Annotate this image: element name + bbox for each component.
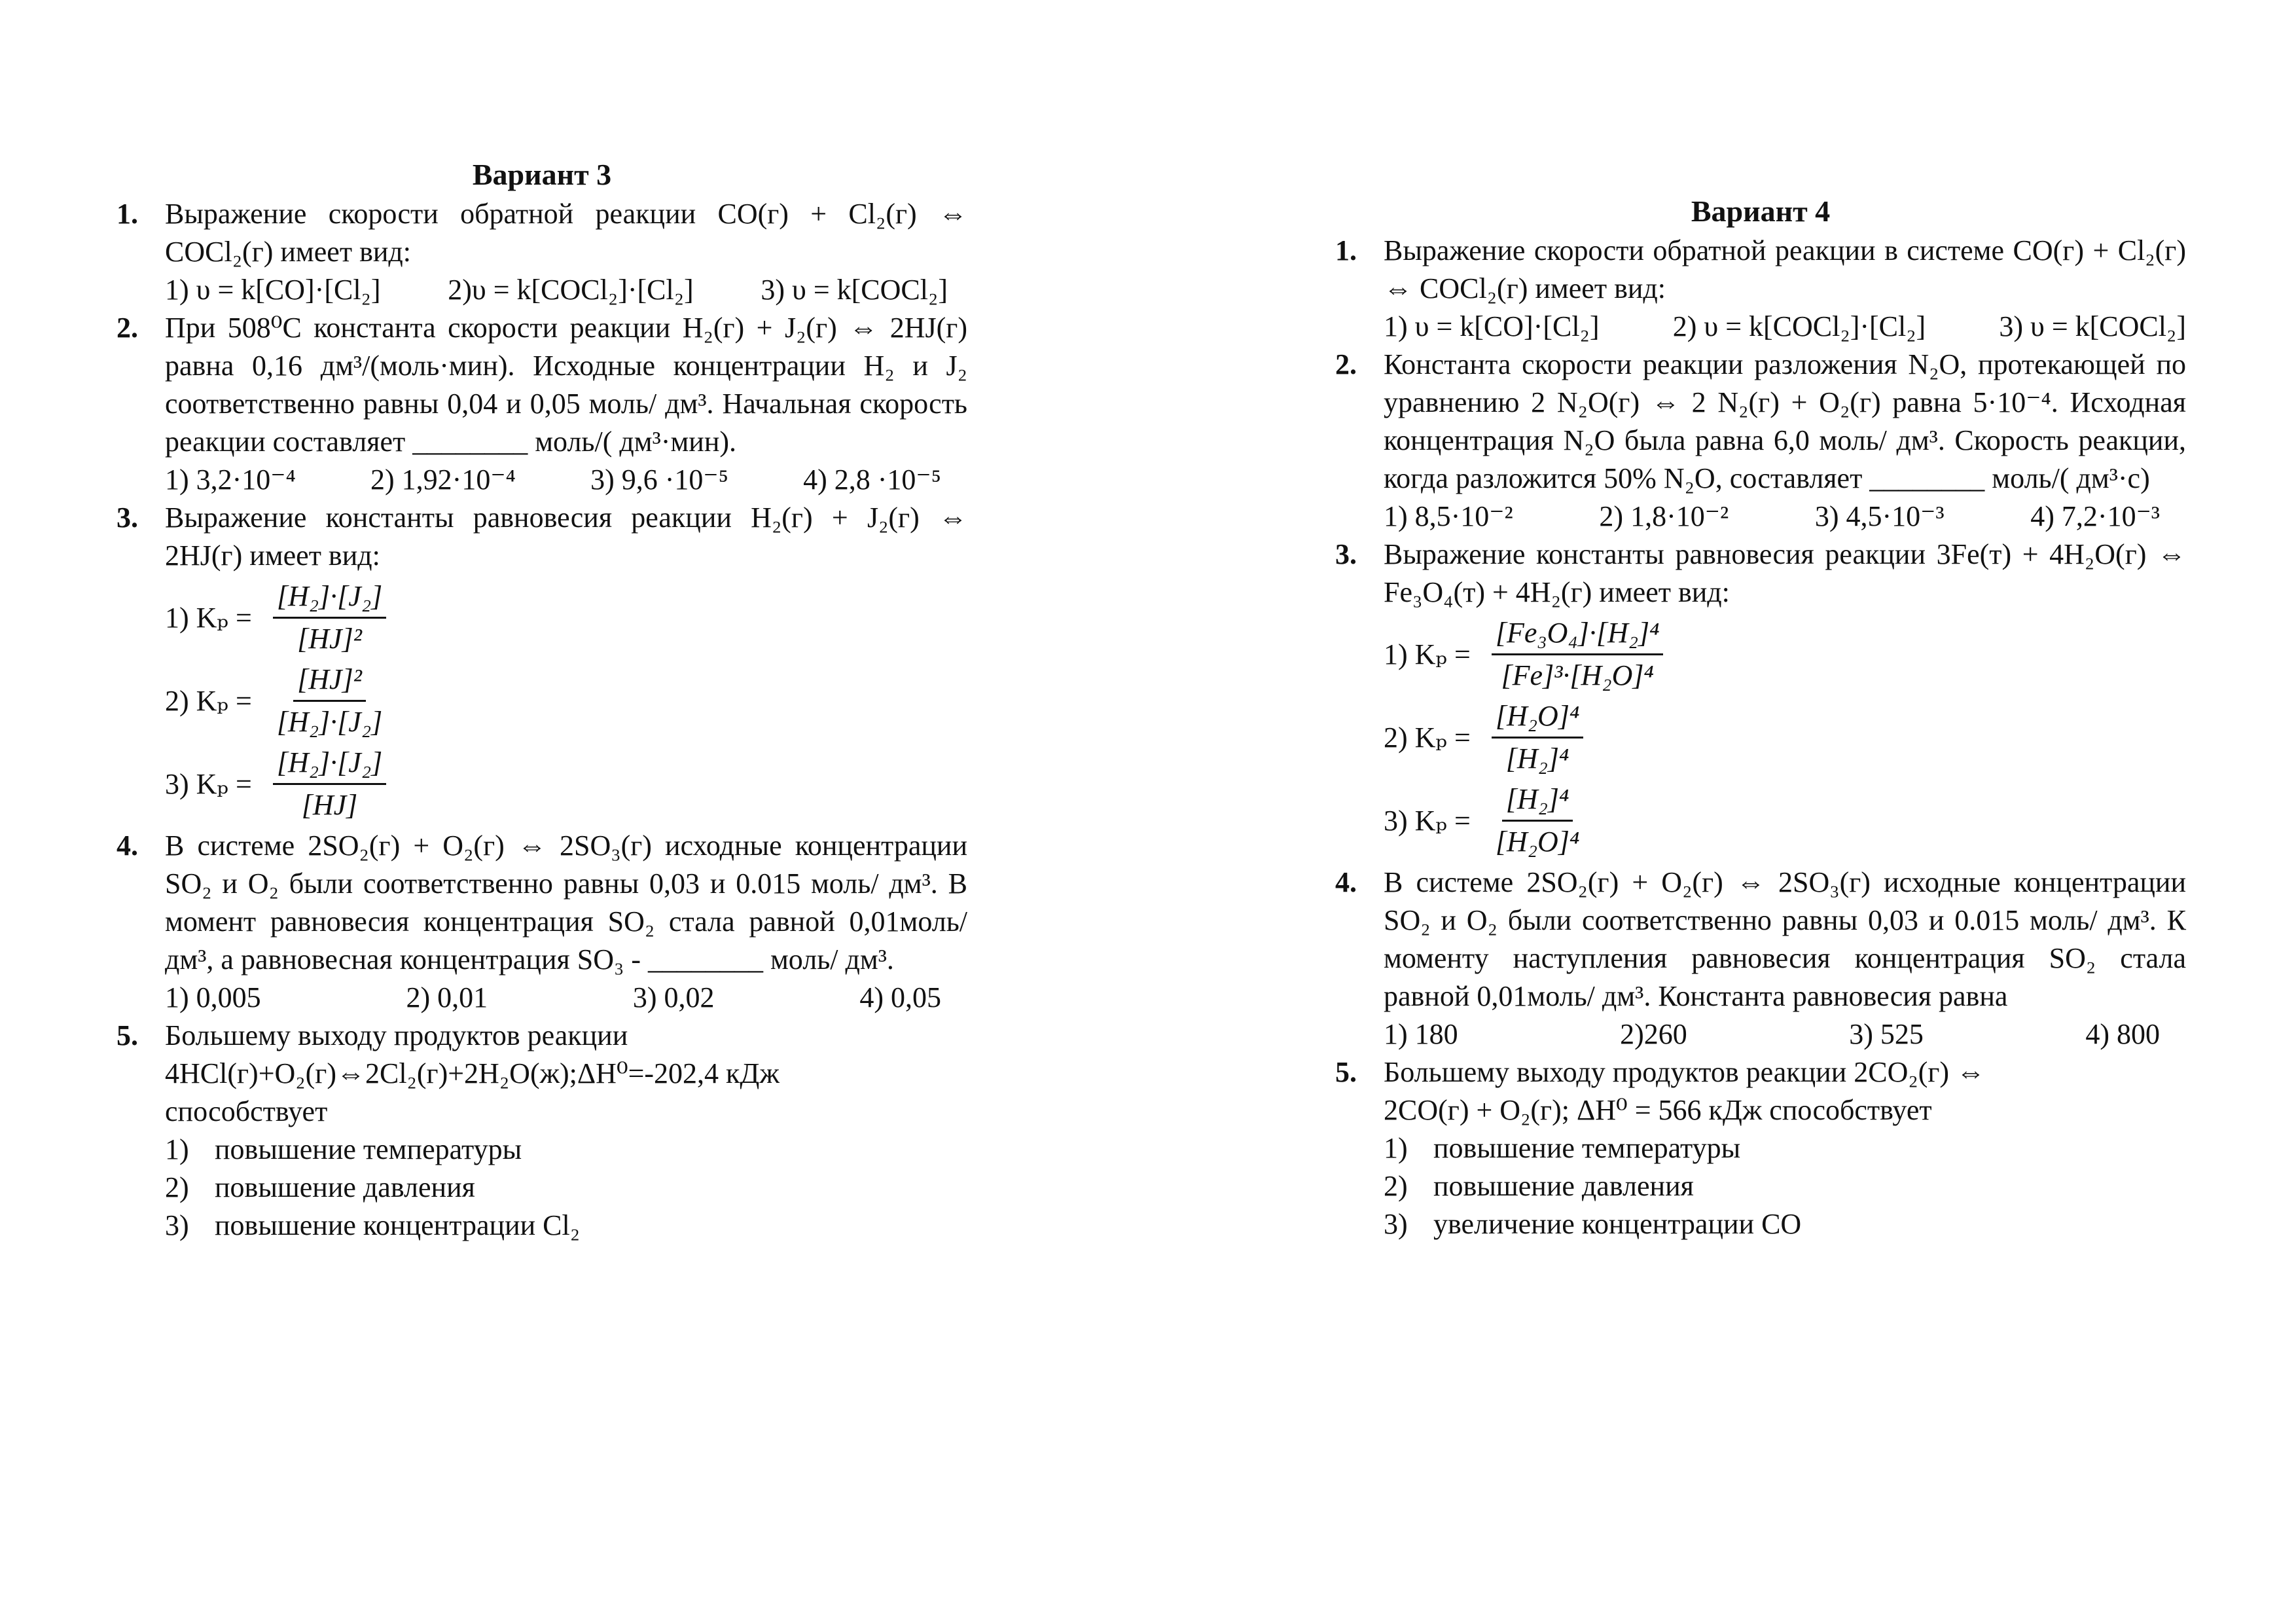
question-number: 4. (117, 830, 138, 862)
question-text: В системе 2SO₂(г) + O₂(г) ⇔ 2SO₃(г) исходные концентрации SO₂ и O₂ были соответственно равны 0,03 и 0.015 моль/ дм³. В момент равновесия концентрация SO₂ стала равной 0,01моль/ дм³, а равновесная концентрация SO₃ - ________ моль/ дм³. (165, 830, 967, 976)
reaction-equation: 4HCl(г)+O₂(г)⇔2Cl₂(г)+2H₂O(ж);ΔH⁰=-202,4 кДж (165, 1057, 780, 1089)
formula-option-1 (1384, 614, 2186, 695)
question-text: Константа скорости реакции разложения N₂O, протекающей по уравнению 2 N₂O(г) ⇔ 2 N₂(г) + O₂(г) равна 5·10⁻⁴. Исходная концентрация N₂O была равна 6,0 моль/ дм³. Скорость реакции, когда разложится 50% N₂O, составляет ________ моль/( дм³·с) (1384, 348, 2186, 494)
question-number: 3. (117, 501, 138, 534)
answer-options (1384, 308, 2186, 346)
list-item: 1) повышение температуры (165, 1133, 522, 1165)
option: 3) υ = k[COCl₂] (1999, 310, 2186, 342)
v4-question-5 (1335, 1053, 2186, 1243)
answer-options (165, 979, 967, 1017)
formula-label: 2) (165, 684, 189, 717)
option: 1) 8,5·10⁻² (1384, 500, 1513, 532)
option: 1) υ = k[CO]·[Cl₂] (1384, 310, 1600, 342)
formula-label: 3) (165, 767, 189, 800)
kp-symbol: Kₚ = (196, 767, 252, 800)
question-number: 3. (1335, 538, 1357, 570)
option: 4) 7,2·10⁻³ (2030, 500, 2160, 532)
option: 1) 0,005 (165, 981, 261, 1013)
formula-option-1 (165, 577, 967, 658)
fraction (1492, 614, 1664, 695)
denominator: [HJ]² (297, 623, 362, 655)
option: 3) 0,02 (632, 981, 715, 1013)
v4-question-2 (1335, 346, 2186, 536)
option: 3) 4,5·10⁻³ (1814, 500, 1945, 532)
numerator: [HJ]² (293, 661, 366, 702)
list-item: 1) повышение температуры (1384, 1132, 1741, 1164)
formula-option-3 (165, 744, 967, 824)
answer-options (1384, 1015, 2186, 1053)
option: 2)260 (1620, 1018, 1687, 1050)
kp-symbol: Kₚ = (1414, 638, 1471, 670)
denominator: [H₂O]⁴ (1495, 826, 1580, 858)
v3-question-3 (117, 499, 967, 827)
answer-options (1384, 498, 2186, 536)
formula-label: 1) (1384, 638, 1408, 670)
question-number: 5. (117, 1019, 138, 1051)
v4-question-1 (1335, 232, 2186, 346)
formula-option-2 (165, 661, 967, 741)
kp-symbol: Kₚ = (196, 684, 252, 717)
numerator: [H₂O]⁴ (1492, 697, 1583, 739)
formula-option-3 (1384, 780, 2186, 861)
v3-question-4 (117, 827, 967, 1017)
numerator: [H₂]·[J₂] (273, 577, 386, 619)
question-text: Большему выходу продуктов реакции (165, 1019, 628, 1051)
denominator: [H₂]⁴ (1505, 742, 1570, 775)
question-number: 5. (1335, 1056, 1357, 1088)
question-number: 2. (117, 312, 138, 344)
v3-question-1 (117, 195, 967, 309)
formula-label: 2) (1384, 721, 1408, 754)
kp-symbol: Kₚ = (1414, 804, 1471, 837)
option: 3) 525 (1849, 1018, 1924, 1050)
v4-question-3 (1335, 536, 2186, 864)
denominator: [H₂]·[J₂] (276, 706, 383, 738)
option: 4) 2,8 ·10⁻⁵ (803, 464, 941, 496)
fraction (1492, 780, 1583, 861)
fraction (273, 577, 386, 658)
question-number: 2. (1335, 348, 1357, 380)
list-item: 3) увеличение концентрации CO (1384, 1208, 1802, 1240)
formula-label: 1) (165, 601, 189, 634)
v3-question-5 (117, 1017, 967, 1245)
variant-4-title: Вариант 4 (1691, 194, 1831, 228)
numerator: [Fe₃O₄]·[H₂]⁴ (1492, 614, 1664, 655)
variant-3-column (117, 156, 967, 1245)
question-number: 4. (1335, 866, 1357, 898)
formula-option-2 (1384, 697, 2186, 778)
question-text: При 508⁰C константа скорости реакции H₂(г) + J₂(г) ⇔ 2HJ(г) равна 0,16 дм³/(моль·мин). Исходные концентрации H₂ и J₂ соответственно равны 0,04 и 0,05 моль/ дм³. Начальная скорость реакции составляет ________ моль/( дм³·мин). (165, 312, 967, 458)
list-item: 2) повышение давления (165, 1171, 475, 1203)
option: 2) υ = k[COCl₂]·[Cl₂] (1672, 310, 1926, 342)
numerator: [H₂]·[J₂] (273, 744, 386, 785)
question-number: 1. (117, 198, 138, 230)
numerator: [H₂]⁴ (1502, 780, 1573, 822)
question-text: В системе 2SO₂(г) + O₂(г) ⇔ 2SO₃(г) исходные концентрации SO₂ и O₂ были соответственно равны 0,03 и 0.015 моль/ дм³. К моменту наступления равновесия концентрация SO₂ стала равной 0,01моль/ дм³. Константа равновесия равна (1384, 866, 2186, 1012)
kp-symbol: Kₚ = (196, 601, 252, 634)
denominator: [HJ] (301, 789, 358, 821)
answer-options (165, 271, 967, 309)
denominator: [Fe]³·[H₂O]⁴ (1501, 659, 1654, 691)
variant-3-title: Вариант 3 (472, 158, 612, 191)
kp-symbol: Kₚ = (1414, 721, 1471, 754)
v3-question-2 (117, 309, 967, 499)
question-text-end: способствует (165, 1095, 328, 1127)
list-item: 2) повышение давления (1384, 1170, 1694, 1202)
option: 3) υ = k[COCl₂] (761, 274, 948, 306)
option: 2) 0,01 (406, 981, 488, 1013)
fraction (1492, 697, 1583, 778)
question-text: Выражение скорости обратной реакции в системе CO(г) + Cl₂(г) ⇔ COCl₂(г) имеет вид: (1384, 234, 2186, 304)
question-text: Выражение константы равновесия реакции 3Fe(т) + 4H₂O(г) ⇔ Fe₃O₄(т) + 4H₂(г) имеет вид: (1384, 538, 2186, 608)
question-text: Выражение скорости обратной реакции CO(г) + Cl₂(г) ⇔ COCl₂(г) имеет вид: (165, 198, 967, 268)
reaction-equation: 2CO(г) + O₂(г); ΔH⁰ = 566 кДж способствует (1384, 1094, 1932, 1126)
option: 1) 180 (1384, 1018, 1458, 1050)
option: 1) υ = k[CO]·[Cl₂] (165, 274, 381, 306)
list-item: 3) повышение концентрации Cl₂ (165, 1209, 581, 1241)
variant-4-column (1335, 192, 2186, 1243)
option: 2)υ = k[COCl₂]·[Cl₂] (448, 274, 694, 306)
option: 3) 9,6 ·10⁻⁵ (590, 464, 728, 496)
option: 2) 1,8·10⁻² (1599, 500, 1729, 532)
fraction (273, 661, 386, 741)
option: 4) 0,05 (859, 981, 941, 1013)
question-text: Большему выходу продуктов реакции 2CO₂(г) ⇔ (1384, 1056, 1986, 1088)
question-text: Выражение константы равновесия реакции H₂(г) + J₂(г) ⇔ 2HJ(г) имеет вид: (165, 501, 967, 572)
option: 2) 1,92·10⁻⁴ (370, 464, 516, 496)
fraction (273, 744, 386, 824)
formula-label: 3) (1384, 804, 1408, 837)
v4-question-4 (1335, 864, 2186, 1053)
option: 4) 800 (2085, 1018, 2160, 1050)
question-number: 1. (1335, 234, 1357, 266)
answer-options (165, 461, 967, 499)
option: 1) 3,2·10⁻⁴ (165, 464, 296, 496)
